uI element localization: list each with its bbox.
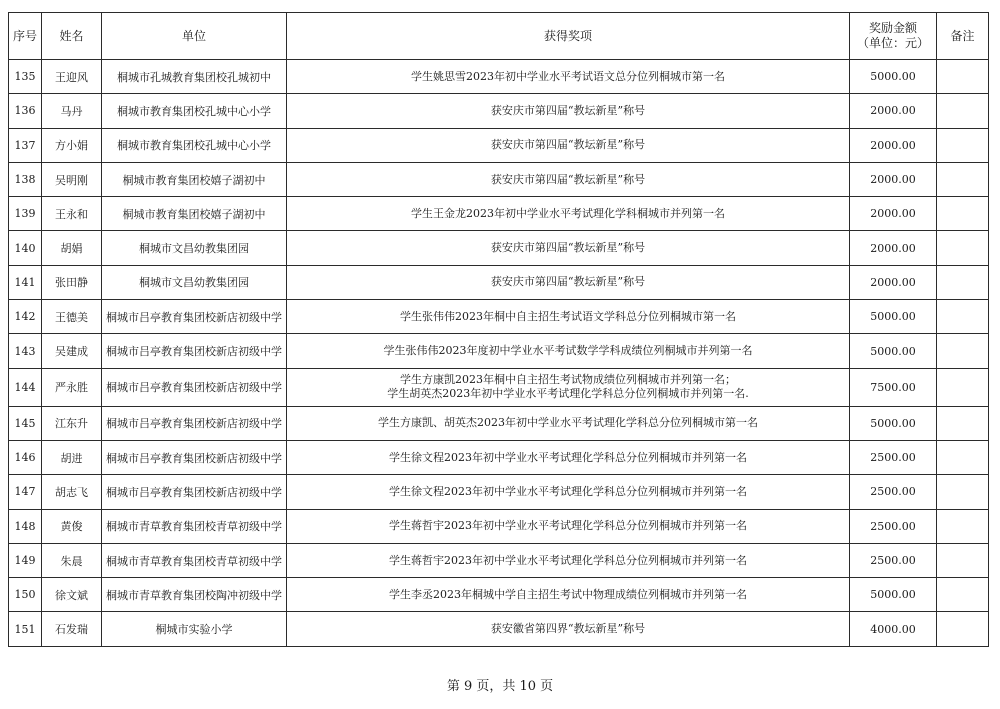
table-row: [9, 334, 989, 368]
cell-remark: [937, 578, 989, 612]
award-line: 学生徐文程2023年初中学业水平考试理化学科总分位列桐城市并列第一名: [389, 450, 747, 464]
cell-name: 胡娟: [42, 231, 102, 265]
cell-amount: 2000.00: [850, 128, 937, 162]
cell-amount: 2500.00: [850, 509, 937, 543]
cell-name: 王德美: [42, 300, 102, 334]
cell-award: [287, 406, 850, 440]
award-line: 学生王金龙2023年初中学业水平考试理化学科桐城市并列第一名: [411, 206, 725, 220]
cell-award: [287, 543, 850, 577]
cell-award: [287, 368, 850, 406]
cell-name: 朱晨: [42, 543, 102, 577]
cell-no: 145: [9, 406, 42, 440]
cell-name: 吴明刚: [42, 162, 102, 196]
table-row: [9, 162, 989, 196]
cell-remark: [937, 128, 989, 162]
table-row: [9, 612, 989, 646]
cell-remark: [937, 406, 989, 440]
cell-award: [287, 94, 850, 128]
cell-name: 胡进: [42, 440, 102, 474]
cell-unit: 桐城市教育集团校孔城中心小学: [102, 128, 287, 162]
award-line: 学生胡英杰2023年初中学业水平考试理化学科总分位列桐城市并列第一名.: [387, 387, 749, 401]
cell-name: 江东升: [42, 406, 102, 440]
cell-amount: 5000.00: [850, 334, 937, 368]
cell-award: [287, 300, 850, 334]
cell-award: [287, 128, 850, 162]
award-line: 获安庆市第四届“教坛新星”称号: [490, 172, 646, 186]
cell-name: 张田静: [42, 265, 102, 299]
cell-unit: 桐城市青草教育集团校青草初级中学: [102, 509, 287, 543]
cell-amount: 2000.00: [850, 197, 937, 231]
cell-name: 马丹: [42, 94, 102, 128]
table-row: [9, 94, 989, 128]
cell-award: [287, 509, 850, 543]
cell-no: 138: [9, 162, 42, 196]
table-row: [9, 509, 989, 543]
cell-remark: [937, 197, 989, 231]
cell-no: 149: [9, 543, 42, 577]
cell-no: 137: [9, 128, 42, 162]
award-line: 学生李丞2023年桐城中学自主招生考试中物理成绩位列桐城市并列第一名: [389, 587, 747, 601]
award-line: 获安庆市第四届“教坛新星”称号: [490, 103, 646, 117]
award-line: 学生蒋哲宇2023年初中学业水平考试理化学科总分位列桐城市并列第一名: [389, 519, 747, 533]
table-row: [9, 197, 989, 231]
cell-name: 严永胜: [42, 368, 102, 406]
cell-amount: 5000.00: [850, 300, 937, 334]
cell-no: 144: [9, 368, 42, 406]
award-line: 获安庆市第四届“教坛新星”称号: [490, 275, 646, 289]
award-line: 学生张伟伟2023年度初中学业水平考试数学学科成绩位列桐城市并列第一名: [383, 344, 753, 358]
cell-unit: 桐城市青草教育集团校青草初级中学: [102, 543, 287, 577]
cell-unit: 桐城市青草教育集团校陶冲初级中学: [102, 578, 287, 612]
cell-remark: [937, 368, 989, 406]
cell-award: [287, 578, 850, 612]
cell-no: 139: [9, 197, 42, 231]
table-row: [9, 60, 989, 94]
cell-remark: [937, 231, 989, 265]
table-row: [9, 578, 989, 612]
cell-no: 136: [9, 94, 42, 128]
cell-amount: 2000.00: [850, 231, 937, 265]
cell-name: 吴建成: [42, 334, 102, 368]
cell-unit: 桐城市吕亭教育集团校新店初级中学: [102, 406, 287, 440]
cell-amount: 2000.00: [850, 162, 937, 196]
table-row: [9, 475, 989, 509]
cell-remark: [937, 60, 989, 94]
cell-name: 徐文斌: [42, 578, 102, 612]
cell-unit: 桐城市吕亭教育集团校新店初级中学: [102, 300, 287, 334]
cell-no: 135: [9, 60, 42, 94]
award-line: 学生姚思雪2023年初中学业水平考试语文总分位列桐城市第一名: [411, 69, 725, 83]
cell-unit: 桐城市教育集团校孔城中心小学: [102, 94, 287, 128]
header-no: 序号: [9, 13, 42, 60]
cell-no: 146: [9, 440, 42, 474]
cell-unit: 桐城市吕亭教育集团校新店初级中学: [102, 334, 287, 368]
cell-award: [287, 231, 850, 265]
cell-unit: 桐城市教育集团校嬉子湖初中: [102, 197, 287, 231]
award-table: [8, 12, 989, 647]
cell-unit: 桐城市孔城教育集团校孔城初中: [102, 60, 287, 94]
table-row: [9, 300, 989, 334]
cell-no: 150: [9, 578, 42, 612]
cell-name: 王永和: [42, 197, 102, 231]
header-remark: 备注: [937, 13, 989, 60]
cell-amount: 5000.00: [850, 406, 937, 440]
cell-amount: 5000.00: [850, 60, 937, 94]
cell-unit: 桐城市吕亭教育集团校新店初级中学: [102, 440, 287, 474]
cell-name: 黄俊: [42, 509, 102, 543]
cell-remark: [937, 94, 989, 128]
header-row: [9, 13, 989, 60]
cell-no: 148: [9, 509, 42, 543]
cell-unit: 桐城市文昌幼教集团园: [102, 265, 287, 299]
table-header: [9, 13, 989, 60]
cell-name: 方小娟: [42, 128, 102, 162]
table-body: [9, 60, 989, 647]
cell-no: 143: [9, 334, 42, 368]
award-line: 获安庆市第四届“教坛新星”称号: [490, 241, 646, 255]
cell-remark: [937, 543, 989, 577]
cell-amount: 4000.00: [850, 612, 937, 646]
cell-amount: 2500.00: [850, 475, 937, 509]
page-number: 第 9 页，共 10 页: [446, 679, 554, 694]
cell-amount: 2500.00: [850, 543, 937, 577]
cell-no: 142: [9, 300, 42, 334]
cell-award: [287, 162, 850, 196]
cell-award: [287, 440, 850, 474]
award-line: 获安徽省第四界“教坛新星”称号: [490, 622, 646, 636]
header-unit: 单位: [102, 13, 287, 60]
cell-name: 胡志飞: [42, 475, 102, 509]
award-line: 学生方康凯、胡英杰2023年初中学业水平考试理化学科总分位列桐城市第一名: [378, 416, 758, 430]
table-row: [9, 406, 989, 440]
cell-unit: 桐城市教育集团校嬉子湖初中: [102, 162, 287, 196]
cell-award: [287, 197, 850, 231]
award-line: 学生蒋哲宇2023年初中学业水平考试理化学科总分位列桐城市并列第一名: [389, 553, 747, 567]
cell-no: 141: [9, 265, 42, 299]
cell-remark: [937, 265, 989, 299]
cell-unit: 桐城市文昌幼教集团园: [102, 231, 287, 265]
cell-amount: 5000.00: [850, 578, 937, 612]
award-line: 获安庆市第四届“教坛新星”称号: [490, 138, 646, 152]
cell-award: [287, 60, 850, 94]
header-award: 获得奖项: [287, 13, 850, 60]
cell-name: 王迎风: [42, 60, 102, 94]
cell-remark: [937, 162, 989, 196]
table-row: [9, 368, 989, 406]
table-row: [9, 265, 989, 299]
cell-amount: 2000.00: [850, 265, 937, 299]
cell-no: 147: [9, 475, 42, 509]
cell-remark: [937, 475, 989, 509]
cell-award: [287, 334, 850, 368]
table-row: [9, 440, 989, 474]
cell-name: 石发瑞: [42, 612, 102, 646]
cell-remark: [937, 440, 989, 474]
table-row: [9, 128, 989, 162]
cell-unit: 桐城市吕亭教育集团校新店初级中学: [102, 475, 287, 509]
cell-remark: [937, 300, 989, 334]
cell-award: [287, 265, 850, 299]
header-amount-line1: 奖励金额: [868, 21, 917, 35]
header-amount-line2: （单位：元）: [856, 36, 929, 50]
cell-no: 151: [9, 612, 42, 646]
cell-remark: [937, 612, 989, 646]
cell-amount: 2000.00: [850, 94, 937, 128]
award-line: 学生方康凯2023年桐中自主招生考试物成绩位列桐城市并列第一名；: [400, 373, 736, 387]
cell-award: [287, 612, 850, 646]
cell-unit: 桐城市吕亭教育集团校新店初级中学: [102, 368, 287, 406]
table-row: [9, 543, 989, 577]
cell-award: [287, 475, 850, 509]
table-row: [9, 231, 989, 265]
award-line: 学生徐文程2023年初中学业水平考试理化学科总分位列桐城市并列第一名: [389, 484, 747, 498]
cell-no: 140: [9, 231, 42, 265]
cell-amount: 7500.00: [850, 368, 937, 406]
cell-amount: 2500.00: [850, 440, 937, 474]
award-line: 学生张伟伟2023年桐中自主招生考试语文学科总分位列桐城市第一名: [400, 309, 736, 323]
cell-remark: [937, 509, 989, 543]
header-amount: [850, 13, 937, 60]
header-name: 姓名: [42, 13, 102, 60]
cell-remark: [937, 334, 989, 368]
cell-unit: 桐城市实验小学: [102, 612, 287, 646]
